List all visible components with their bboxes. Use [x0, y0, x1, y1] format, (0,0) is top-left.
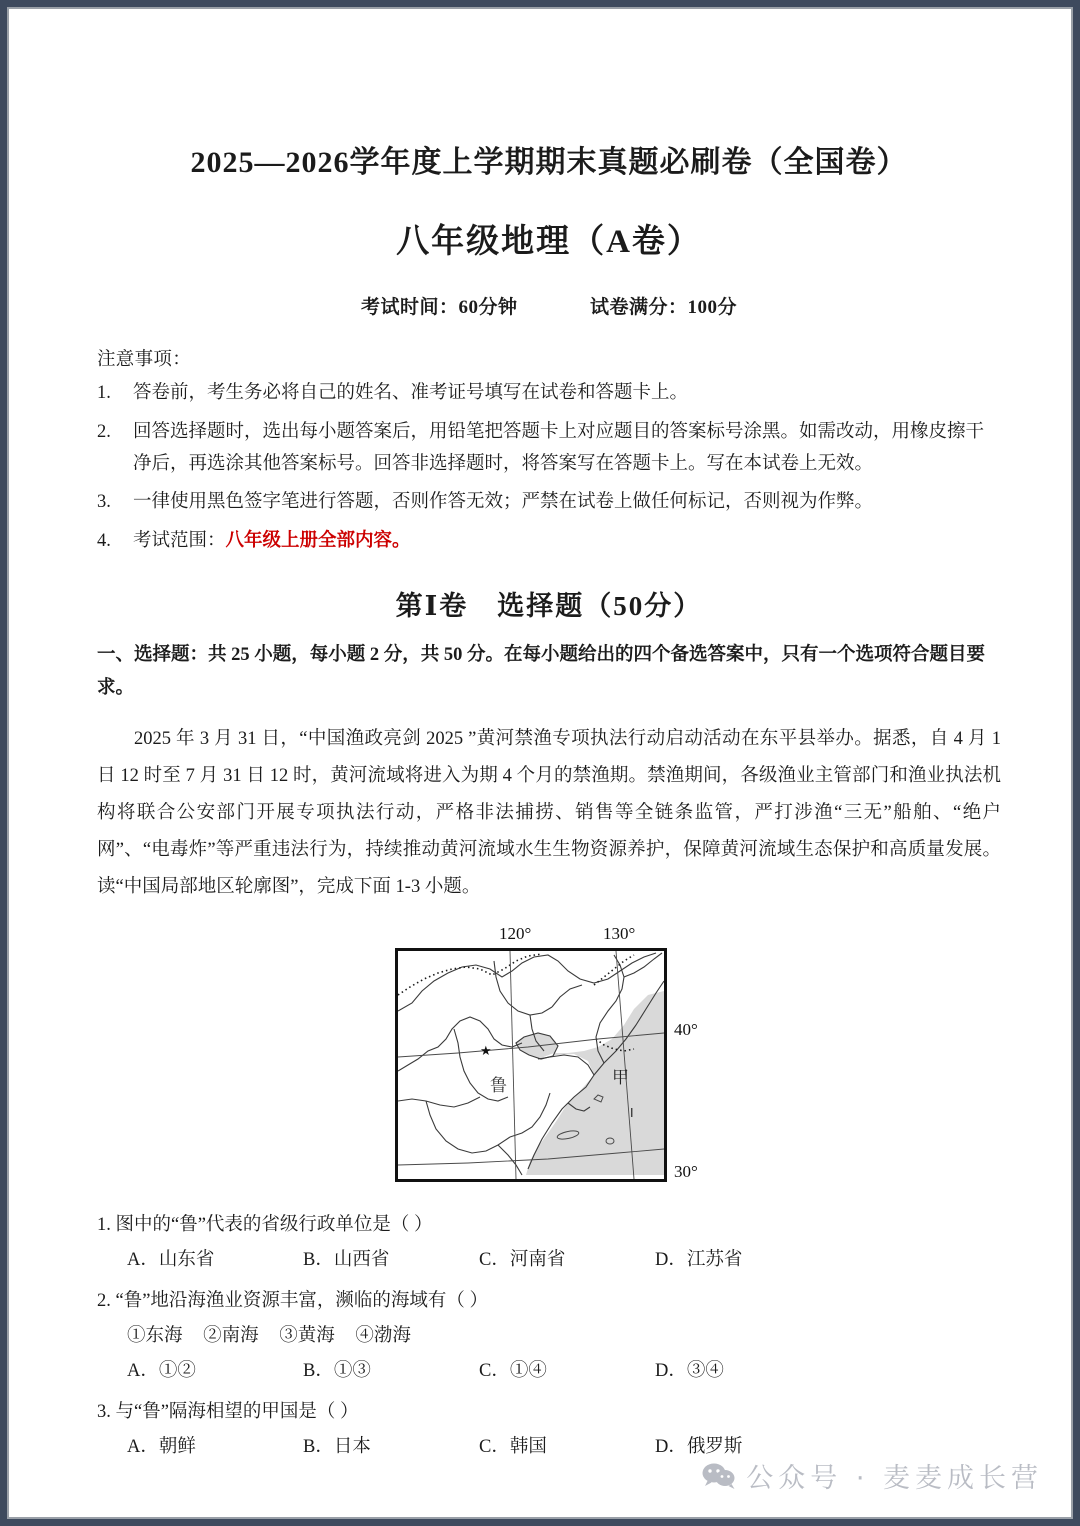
option-b[interactable]: B．①③: [303, 1360, 371, 1381]
exam-scope-emphasis: 八年级上册全部内容。: [225, 531, 411, 552]
notice-item-number: 2.: [97, 421, 111, 442]
question-1-number: 1.: [97, 1214, 111, 1235]
option-d[interactable]: D．③④: [655, 1360, 724, 1381]
option-c[interactable]: C．①④: [479, 1360, 547, 1381]
capital-star-marker: ★: [480, 1042, 492, 1058]
question-2-sub-items: [127, 1322, 1001, 1352]
question-1-stem: [97, 1211, 1001, 1241]
reading-passage: 2025 年 3 月 31 日，“中国渔政亮剑 2025 ”黄河禁渔专项执法行动启动活动在东平县举办。据悉，自 4 月 1 日 12 时至 7 月 31 日 12 时，黄河流域将进入为期 4 个月的禁渔期。禁渔期间，各级渔业主管部门和渔业执法机构将联合公安部门开展专项执法行动，严格非法捕捞、销售等全链条监管，严打涉渔“三无”船舶、“绝户网”、“电毒炸”等严重违法行为，持续推动黄河流域水生生物资源养护，保障黄河流域生态保护和高质量发展。读“中国局部地区轮廓图”，完成下面 1-3 小题。: [97, 728, 1001, 897]
latitude-label-30: 30°: [674, 1161, 698, 1181]
question-2-stem: [97, 1287, 1001, 1317]
notice-item: [97, 417, 1001, 481]
notice-item-number: 1.: [97, 383, 111, 403]
exam-meta-line: [97, 292, 1001, 319]
document-body: [97, 9, 1001, 1463]
section-instruction: 一、选择题：共 25 小题，每小题 2 分，共 50 分。在每小题给出的四个备选答案中，只有一个选项符合题目要求。: [97, 645, 986, 698]
subject-title: 八年级地理（A卷）: [396, 224, 702, 260]
question-2-options: [127, 1357, 1001, 1387]
map-outline-box: [395, 948, 667, 1182]
option-a[interactable]: A．朝鲜: [127, 1436, 196, 1457]
page-border: [7, 7, 1073, 1519]
notice-item-text: 回答选择题时，选出每小题答案后，用铅笔把答题卡上对应题目的答案标号涂黑。如需改动，用橡皮擦干净后，再选涂其他答案标号。回答非选择题时，将答案写在答题卡上。写在本试卷上无效。: [133, 421, 985, 474]
exam-duration: 考试时间：60分钟: [360, 297, 518, 318]
question-1: [97, 1211, 1001, 1276]
question-3-text: 与“鲁”隔海相望的甲国是（ ）: [115, 1401, 359, 1422]
notice-item-text: 答卷前，考生务必将自己的姓名、准考证号填写在试卷和答题卡上。: [133, 383, 689, 403]
map-label-jia: 甲: [612, 1067, 629, 1088]
sub-item-1: ①东海: [127, 1325, 183, 1346]
option-d[interactable]: D．俄罗斯: [655, 1436, 743, 1457]
question-3-number: 3.: [97, 1401, 111, 1422]
sub-item-2: ②南海: [203, 1325, 259, 1346]
notice-item-text: 一律使用黑色签字笔进行答题，否则作答无效；严禁在试卷上做任何标记，否则视为作弊。: [133, 492, 874, 513]
notice-item: [97, 378, 1001, 410]
notice-item-number: 3.: [97, 492, 111, 513]
question-1-text: 图中的“鲁”代表的省级行政单位是（ ）: [115, 1214, 433, 1235]
figure-region: [97, 910, 1001, 1200]
wechat-watermark: [702, 1456, 1043, 1495]
question-2: [97, 1287, 1001, 1387]
option-c[interactable]: C．河南省: [479, 1249, 566, 1270]
question-2-text: “鲁”地沿海渔业资源丰富，濒临的海域有（ ）: [115, 1290, 489, 1311]
page-title: 2025—2026学年度上学期期末真题必刷卷（全国卷）: [190, 146, 908, 179]
notice-item-text: 考试范围：: [133, 531, 226, 552]
question-3-stem: [97, 1398, 1001, 1428]
exam-total-score: 试卷满分：100分: [590, 297, 738, 318]
notice-item: [97, 487, 1001, 519]
notice-heading: 注意事项：: [97, 350, 192, 370]
option-b[interactable]: B．日本: [303, 1436, 371, 1457]
meridian-120: [510, 951, 516, 1179]
national-border-dotted: [398, 954, 634, 1051]
map-label-lu: 鲁: [490, 1075, 507, 1096]
question-3: [97, 1398, 1001, 1463]
map-figure: [395, 923, 698, 1182]
longitude-label-120: 120°: [499, 923, 532, 943]
longitude-label-130: 130°: [603, 923, 636, 943]
notice-item-exam-scope: [97, 526, 1001, 558]
exam-paper-sheet: [9, 9, 1071, 1517]
notice-item-number: 4.: [97, 531, 111, 552]
sub-item-3: ③黄海: [279, 1325, 335, 1346]
option-b[interactable]: B．山西省: [303, 1249, 390, 1270]
watermark-text: 公众号 · 麦麦成长营: [746, 1463, 1043, 1494]
option-d[interactable]: D．江苏省: [655, 1249, 743, 1270]
option-a[interactable]: A．山东省: [127, 1249, 215, 1270]
map-outline-svg: [398, 951, 664, 1179]
volume-heading: 第Ⅰ卷 选择题（50分）: [395, 591, 703, 622]
question-1-options: [127, 1246, 1001, 1276]
option-a[interactable]: A．①②: [127, 1360, 196, 1381]
wechat-icon: [702, 1462, 736, 1490]
latitude-label-40: 40°: [674, 1019, 698, 1039]
map-label-i: Ⅰ: [630, 1105, 634, 1120]
question-2-number: 2.: [97, 1290, 111, 1311]
option-c[interactable]: C．韩国: [479, 1436, 547, 1457]
sub-item-4: ④渤海: [355, 1325, 411, 1346]
